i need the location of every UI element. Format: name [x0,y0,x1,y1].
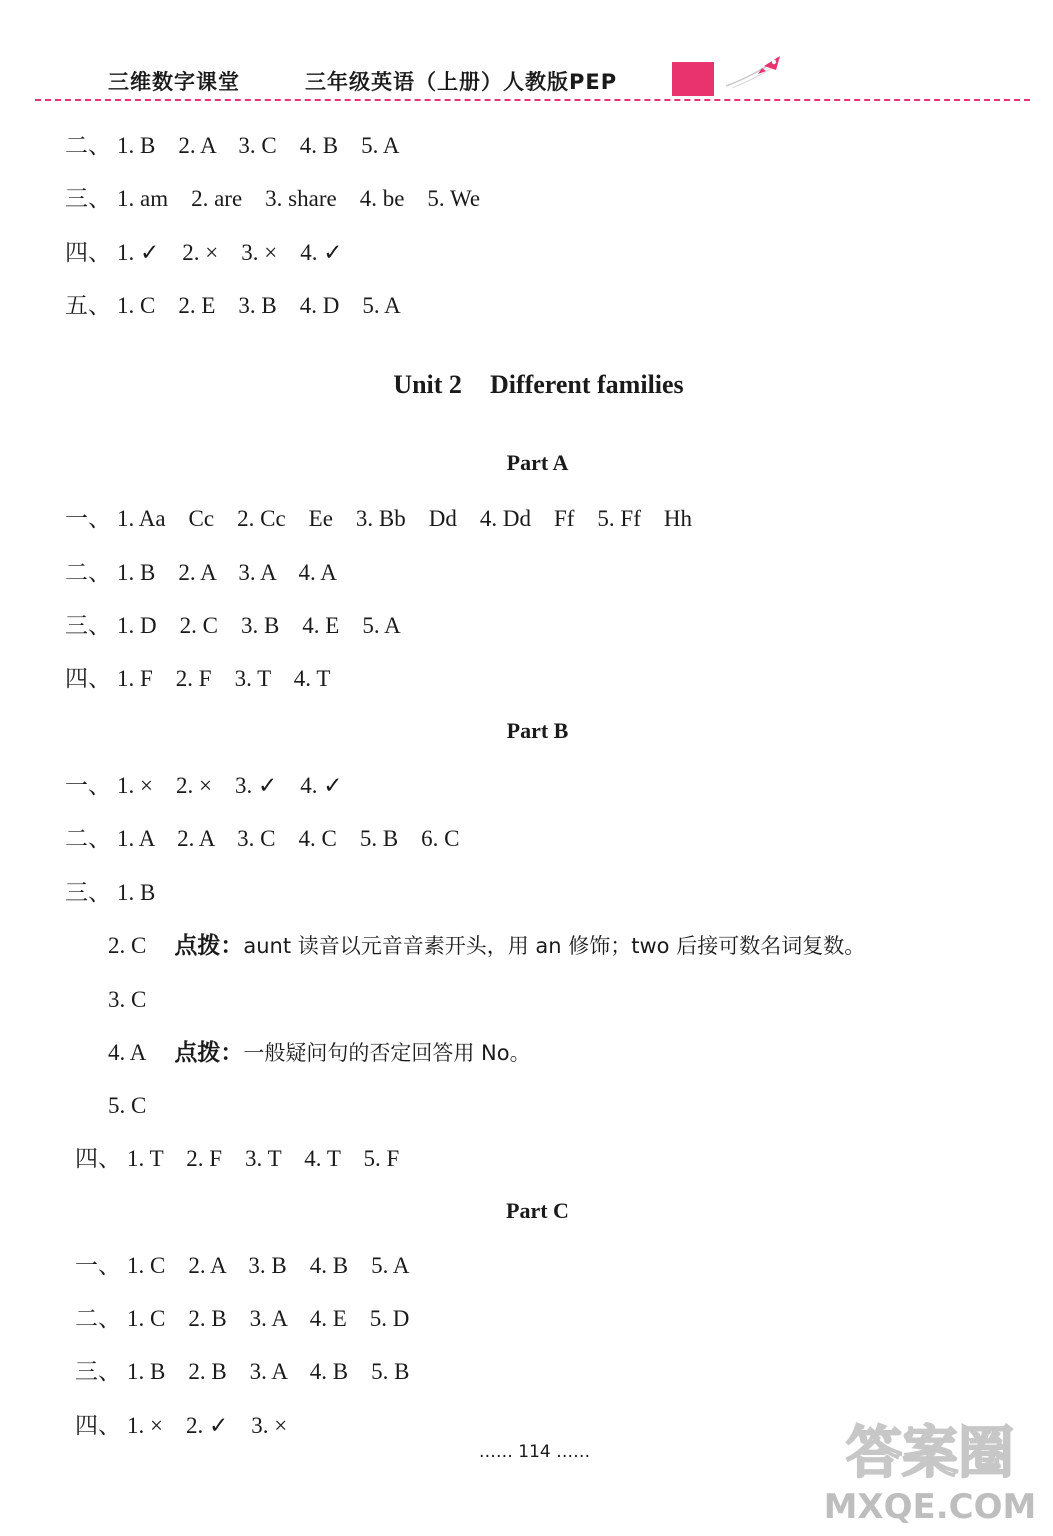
watermark-logo [820,1400,1040,1530]
answer-row [65,239,343,267]
answer-row [65,185,480,213]
answer-row [65,292,401,320]
answer-items: 1. am 2. are 3. share 4. be 5. We [117,186,481,211]
section-number: 二、 [75,1306,121,1331]
section-number: 一、 [65,506,111,531]
series-brand: 三维数字课堂 [108,70,240,94]
section-number: 二、 [65,560,111,585]
section-number: 五、 [65,293,111,318]
answer-row [65,879,155,907]
section-number: 二、 [65,133,111,158]
part-b-heading: Part B [506,718,569,743]
answer-items: 3. C [108,987,147,1012]
answer-items: 5. C [108,1093,147,1118]
answer-items: 1. A 2. A 3. C 4. C 5. B 6. C [117,826,460,851]
answer-row [75,1358,409,1386]
section-number: 三、 [65,186,111,211]
section-number: 一、 [65,773,111,798]
answer-row [65,559,337,587]
section-number: 四、 [65,666,111,691]
book-title: 三年级英语（上册）人教版PEP [305,70,618,94]
watermark-text: 答案圈 [846,1421,1014,1486]
section-number: 三、 [65,613,111,638]
part-c-heading: Part C [506,1198,569,1223]
answer-items: 1. B 2. A 3. C 4. B 5. A [117,133,400,158]
answer-items: 1. D 2. C 3. B 4. E 5. A [117,613,401,638]
answer-row [108,986,146,1014]
answer-items: 1. × 2. ✓ 3. × [127,1413,288,1438]
answer-row [65,772,343,800]
answer-items: 1. C 2. B 3. A 4. E 5. D [127,1306,410,1331]
answer-row [65,825,460,853]
answer-items: 1. ✓ 2. × 3. × 4. ✓ [117,240,343,265]
answer-row [65,132,399,160]
unit-name: Different families [489,370,684,399]
tip-text: 一般疑问句的否定回答用 No。 [243,1041,531,1065]
section-number: 四、 [65,240,111,265]
section-number: 四、 [75,1146,121,1171]
answer-items: 1. C 2. E 3. B 4. D 5. A [117,293,401,318]
part-a-heading: Part A [506,450,569,475]
answer-items: 1. Aa Cc 2. Cc Ee 3. Bb Dd 4. Dd Ff 5. Ff Hh [117,506,692,531]
unit-title [0,370,1053,400]
unit-label: Unit 2 [393,370,462,399]
section-number: 三、 [65,880,111,905]
answer-row [108,1092,146,1120]
page-number-value: 114 [518,1442,551,1462]
answer-items: 1. B 2. A 3. A 4. A [117,560,337,585]
answer-row [65,612,401,640]
section-number: 二、 [65,826,111,851]
tip-text: aunt 读音以元音音素开头，用 an 修饰；two 后接可数名词复数。 [243,934,866,958]
answer-items: 1. C 2. A 3. B 4. B 5. A [127,1253,410,1278]
answer-row [75,1412,287,1440]
section-number: 一、 [75,1253,121,1278]
tip-label: 点拨： [174,1040,244,1066]
answer-items: 2. C [108,933,147,958]
answer-items: 4. A [108,1040,147,1065]
answer-row [108,932,865,960]
answer-items: 1. F 2. F 3. T 4. T [117,666,331,691]
answer-row [108,1039,531,1067]
answer-items: 1. T 2. F 3. T 4. T 5. F [127,1146,400,1171]
answer-row [75,1305,409,1333]
answer-row [65,665,330,693]
answer-items: 1. × 2. × 3. ✓ 4. ✓ [117,773,343,798]
tip-label: 点拨： [174,933,244,959]
watermark-url: MXQE.COM [823,1487,1037,1527]
answer-items: 1. B [117,880,156,905]
section-number: 四、 [75,1413,121,1438]
page-number: …… 114 …… [478,1442,591,1462]
answer-items: 1. B 2. B 3. A 4. B 5. B [127,1359,410,1384]
answer-row [75,1252,409,1280]
answer-row [65,505,692,533]
section-number: 三、 [75,1359,121,1384]
answer-row [75,1145,399,1173]
